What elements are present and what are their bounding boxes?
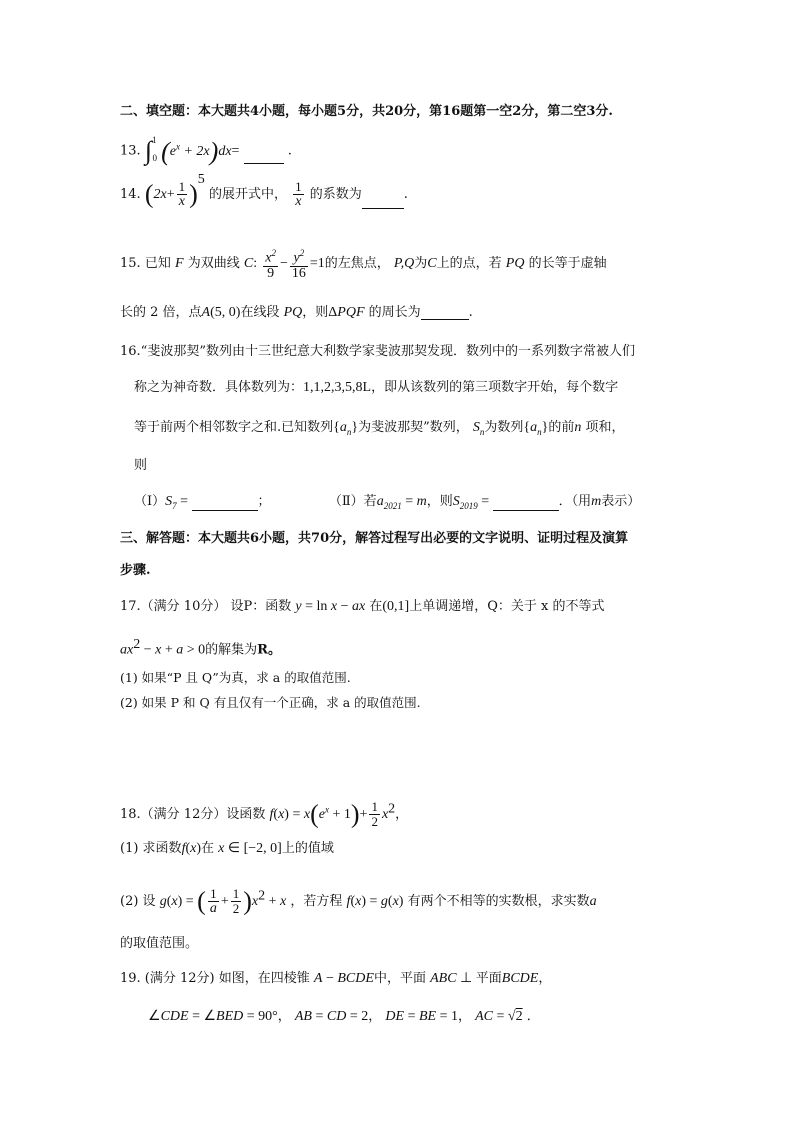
question-17: 17.（满分 10分） 设P：函数 y = ln x − ax 在(0,1]上单调递增，Q：关于 x 的不等式 [120,599,605,614]
question-17-line-2: $ax^2 - x + a > 0$的解集为R。 [120,637,281,658]
question-14: 14. (2x+ $\frac{1}{x}$ )$^5$ 的展开式中， $\frac{1}{x}$ 的系数为 . [120,171,408,209]
question-15-line-2: 长的 2 倍，点A(5, 0)在线段 PQ，则ΔPQF 的周长为 . [120,305,473,320]
question-19-line-2: ∠CDE = ∠BED = 90°， AB = CD = 2， DE = BE = 1， AC = √2 ． [148,1009,540,1024]
question-16-line-4: 则 [134,458,148,473]
question-16-parts: $(Ⅰ)S_7$ = ； （Ⅱ）若$a_{2021} = m$，则$S_{2019}$ = ．（用m表示） [134,494,641,511]
section-3-heading-line-2: 步骤. [120,563,151,578]
question-16-line-3: 等于前两个相邻数字之和.已知数列$\{a_n\}$为斐波那契”数列， $S_n$为数列$\{a_n\}$的前n 项和， [134,420,625,437]
section-3-heading: 三、解答题：本大题共6小题，共70分，解答过程写出必要的文字说明、证明过程及演算 [120,531,629,546]
question-18-part-2-line-2: 的取值范围。 [120,936,199,951]
question-16-line-2: 称之为神奇数．具体数列为：1,1,2,3,5,8L，即从该数列的第三项数字开始，每个数字 [134,380,619,395]
question-19: 19. (满分 12分) 如图，在四棱锥 A − BCDE中，平面 ABC ⊥ 平面BCDE， [120,971,552,986]
question-17-part-2: (2) 如果 P 和 Q 有且仅有一个正确，求 a 的取值范围. [120,695,421,710]
question-18-part-2: (2) 设 g(x) = ( $\frac{1}{a}$ + $\frac{1}{2}$ )$x^2 + x$ ，若方程 f(x) = g(x) 有两个不相等的实数根，求实数a [120,886,597,916]
question-15: 15. 已知 F 为双曲线 C: $\frac{x^2}{9}$ − $\frac{y^2}{16}$ =1的左焦点， P,Q为C上的点，若 PQ 的长等于虚轴 [120,248,607,281]
question-18: 18.（满分 12分）设函数 $f(x) = x(e^x + 1)+$ $\frac{1}{2}$ $x^2$， [120,799,409,829]
question-16: 16.“斐波那契”数列由十三世纪意大利数学家斐波那契发现．数列中的一系列数字常被人们 [120,344,635,359]
question-18-part-1: (1) 求函数f(x)在 x ∈ [−2, 0]上的值域 [120,841,334,856]
section-2-heading: 二、填空题：本大题共4小题，每小题5分，共20分，第16题第一空2分，第二空3分. [120,104,613,119]
question-17-part-1: (1) 如果“P 且 Q”为真，求 a 的取值范围. [120,670,351,685]
question-13: 13. ∫$^1_0$ $(e^x + 2x)dx=$ . [120,134,292,166]
